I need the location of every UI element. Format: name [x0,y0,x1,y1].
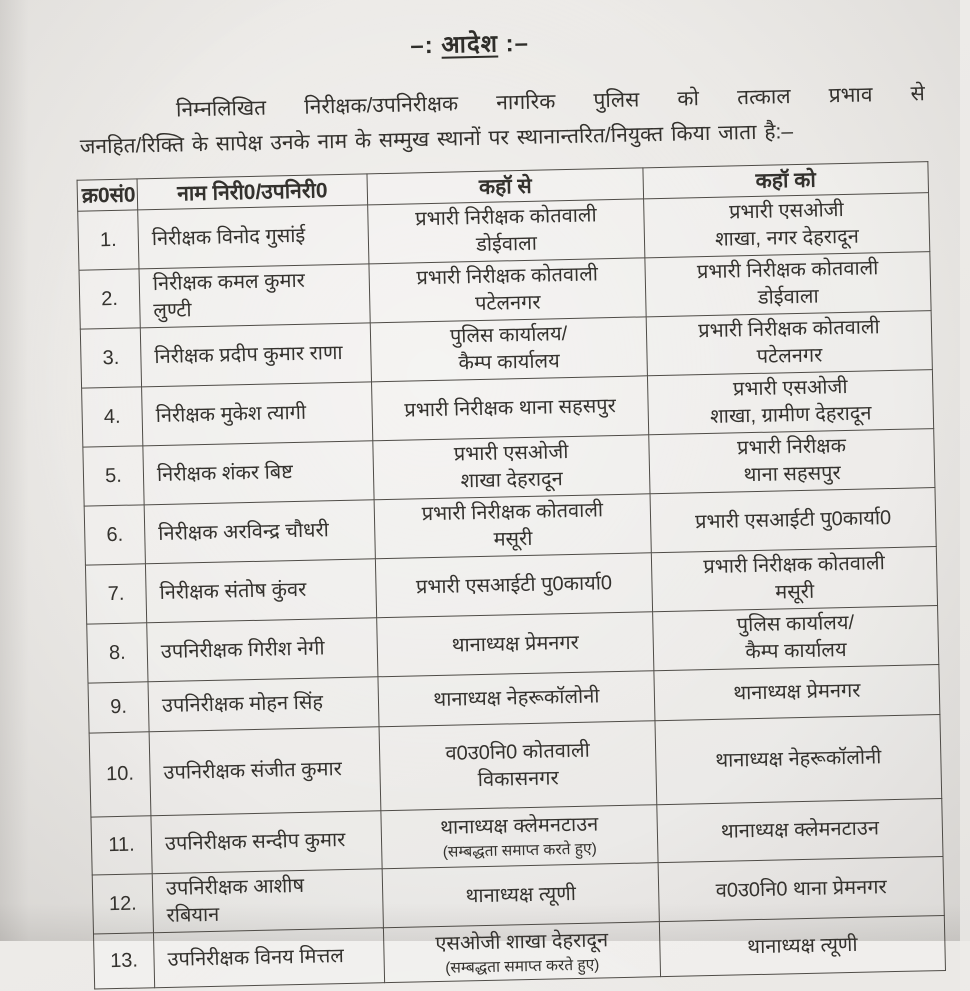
posting-to-cell-text: प्रभारी एसओजी शाखा, ग्रामीण देहरादून [709,375,872,428]
officer-name-cell-text: उपनिरीक्षक विनय मित्तल [167,944,345,971]
posting-from-cell-text: थानाध्यक्ष त्यूणी [465,882,577,907]
officer-name-cell [151,811,382,874]
serial-number-cell [87,623,148,683]
posting-from-cell-text: पुलिस कार्यालय/ कैम्प कार्यालय [449,323,568,375]
officer-name-cell [147,618,378,682]
posting-from-note: (सम्बद्धता समाप्त करते हुए) [445,956,600,977]
serial-number-cell-text: 10. [105,762,135,786]
intro-paragraph [79,76,926,164]
posting-from-cell-text: थानाध्यक्ष नेहरूकॉलोनी [433,685,600,712]
posting-from-cell [381,805,658,869]
posting-from-cell [375,553,652,618]
officer-name-cell-text: उपनिरीक्षक गिरीश नेगी [160,636,325,663]
posting-to-cell-text: थानाध्यक्ष प्रेमनगर [733,679,861,705]
serial-number-cell-text: 11. [108,833,135,857]
posting-to-cell-text: प्रभारी निरीक्षक कोतवाली पटेलनगर [698,316,880,368]
serial-number-cell-text: 4. [103,405,121,428]
transfer-table-body [78,193,946,989]
posting-from-cell-text: थानाध्यक्ष क्लेमनटाउन [439,813,599,839]
posting-to-cell [649,429,935,494]
serial-number-cell-text: 7. [107,582,125,605]
officer-name-cell [145,559,376,623]
officer-name-cell-text: उपनिरीक्षक सन्दीप कुमार [164,829,346,855]
officer-name-cell [139,264,370,328]
posting-to-cell [657,798,943,862]
posting-from-cell [369,258,646,323]
posting-to-cell [658,856,944,921]
intro-line-2: जनहित/रिक्ति के सापेक्ष उनके नाम के सम्मुख स्थानों पर स्थानान्तरित/नियुक्त किया जाता है:– [79,120,794,159]
serial-number-cell-text: 13. [109,949,139,972]
posting-to-cell-text: थानाध्यक्ष क्लेमनटाउन [720,817,880,843]
serial-number-cell [92,874,153,934]
posting-from-cell-text: प्रभारी निरीक्षक कोतवाली डोईवाला [415,204,597,257]
header-officer-name: नाम निरी0/उपनिरी0 [137,174,368,210]
posting-to-cell [650,488,936,553]
officer-name-cell [153,928,384,988]
posting-to-cell [647,370,933,435]
header-serial-number: क्र0सं0 [77,179,138,211]
header-to: कहॉ को [643,162,929,199]
officer-name-cell [140,323,371,387]
posting-from-cell-text: प्रभारी निरीक्षक कोतवाली मसूरी [421,499,604,551]
serial-number-cell-text: 5. [104,464,123,487]
posting-from-cell [373,435,650,500]
posting-from-cell-text: व0उ0नि0 कोतवाली विकासनगर [445,739,590,791]
transfer-order-table [77,161,946,989]
officer-name-cell [143,441,374,505]
posting-from-cell [368,199,645,264]
serial-number-cell-text: 9. [109,695,128,719]
officer-name-cell [152,869,383,933]
posting-to-cell-text: प्रभारी एसओजी शाखा, नगर देहरादून [714,198,860,251]
posting-from-cell-text: प्रभारी निरीक्षक थाना सहसपुर [404,394,617,422]
officer-name-cell-text: उपनिरीक्षक संजीत कुमार [163,758,343,784]
officer-name-cell [144,500,375,564]
page-title [0,17,950,71]
title-word: आदेश [441,30,499,59]
serial-number-cell [82,387,143,447]
serial-number-cell [93,933,154,989]
posting-to-cell-text: पुलिस कार्यालय/ कैम्प कार्यालय [736,611,855,664]
posting-from-cell [382,863,659,928]
posting-to-cell [651,547,937,612]
posting-to-cell-text: व0उ0नि0 थाना प्रेमनगर [715,875,887,902]
posting-from-cell [374,494,651,559]
posting-from-cell [383,922,660,983]
posting-from-cell [370,317,647,382]
officer-name-cell-text: उपनिरीक्षक मोहन सिंह [161,691,324,717]
officer-name-cell-text: निरीक्षक शंकर बिष्ट [156,460,294,486]
serial-number-cell-text: 6. [106,523,124,546]
posting-to-cell [654,665,940,721]
officer-name-cell [142,382,373,446]
serial-number-cell [83,446,144,506]
posting-from-cell-text: थानाध्यक्ष प्रेमनगर [451,631,580,657]
officer-name-cell [148,677,379,732]
header-from: कहॉ से [367,168,644,205]
serial-number-cell-text: 3. [102,346,120,369]
posting-from-cell [372,376,649,441]
serial-number-cell-text: 1. [99,228,117,251]
posting-to-cell-text: प्रभारी निरीक्षक थाना सहसपुर [736,435,847,487]
serial-number-cell [84,505,145,565]
serial-number-cell [79,269,140,329]
posting-to-cell-text: थानाध्यक्ष नेहरूकॉलोनी [715,746,882,772]
title-prefix: –: [410,31,435,60]
serial-number-cell-text: 12. [108,892,137,915]
serial-number-cell-text: 2. [101,287,119,310]
posting-to-cell [645,252,931,317]
officer-name-cell-text: निरीक्षक मुकेश त्यागी [155,401,307,427]
officer-name-cell-text: उपनिरीक्षक आशीष रबियान [165,874,305,927]
posting-from-cell [379,721,657,811]
posting-from-cell-text: एसओजी शाखा देहरादून [435,928,609,955]
intro-line-1: निम्नलिखित निरीक्षक/उपनिरीक्षक नागरिक पुलिस को तत्काल प्रभाव से [175,82,926,122]
officer-name-cell-text: निरीक्षक प्रदीप कुमार राणा [154,341,343,368]
officer-name-cell-text: निरीक्षक संतोष कुंवर [159,578,307,604]
serial-number-cell [88,682,149,733]
serial-number-cell [78,210,139,270]
posting-from-note: (सम्बद्धता समाप्त करते हुए) [442,840,597,861]
posting-to-cell [646,311,932,376]
posting-to-cell [644,193,930,258]
posting-to-cell [653,606,939,671]
serial-number-cell [91,816,152,875]
posting-from-cell-text: प्रभारी एसओजी शाखा देहरादून [453,441,569,493]
posting-to-cell-text: प्रभारी एसआईटी पु0कार्या0 [694,506,892,533]
posting-to-cell-text: थानाध्यक्ष त्यूणी [747,933,858,958]
posting-from-cell-text: प्रभारी एसआईटी पु0कार्या0 [415,571,613,598]
title-suffix: :– [505,29,530,58]
officer-name-cell-text: निरीक्षक विनोद गुसांई [151,224,306,250]
posting-from-cell [378,671,655,727]
posting-to-cell [659,915,945,976]
posting-to-cell-text: प्रभारी निरीक्षक कोतवाली डोईवाला [696,257,879,309]
posting-from-cell-text: प्रभारी निरीक्षक कोतवाली पटेलनगर [416,263,599,316]
officer-name-cell-text: निरीक्षक अरविन्द्र चौधरी [158,518,330,545]
serial-number-cell [85,564,146,624]
posting-to-cell-text: प्रभारी निरीक्षक कोतवाली मसूरी [703,552,886,604]
posting-to-cell [655,715,942,805]
officer-name-cell-text: निरीक्षक कमल कुमार लुण्टी [152,269,306,323]
serial-number-cell-text: 8. [108,641,126,664]
officer-name-cell [138,205,369,269]
serial-number-cell [89,732,151,817]
posting-from-cell [377,612,654,677]
serial-number-cell [80,328,141,388]
officer-name-cell [149,727,381,816]
